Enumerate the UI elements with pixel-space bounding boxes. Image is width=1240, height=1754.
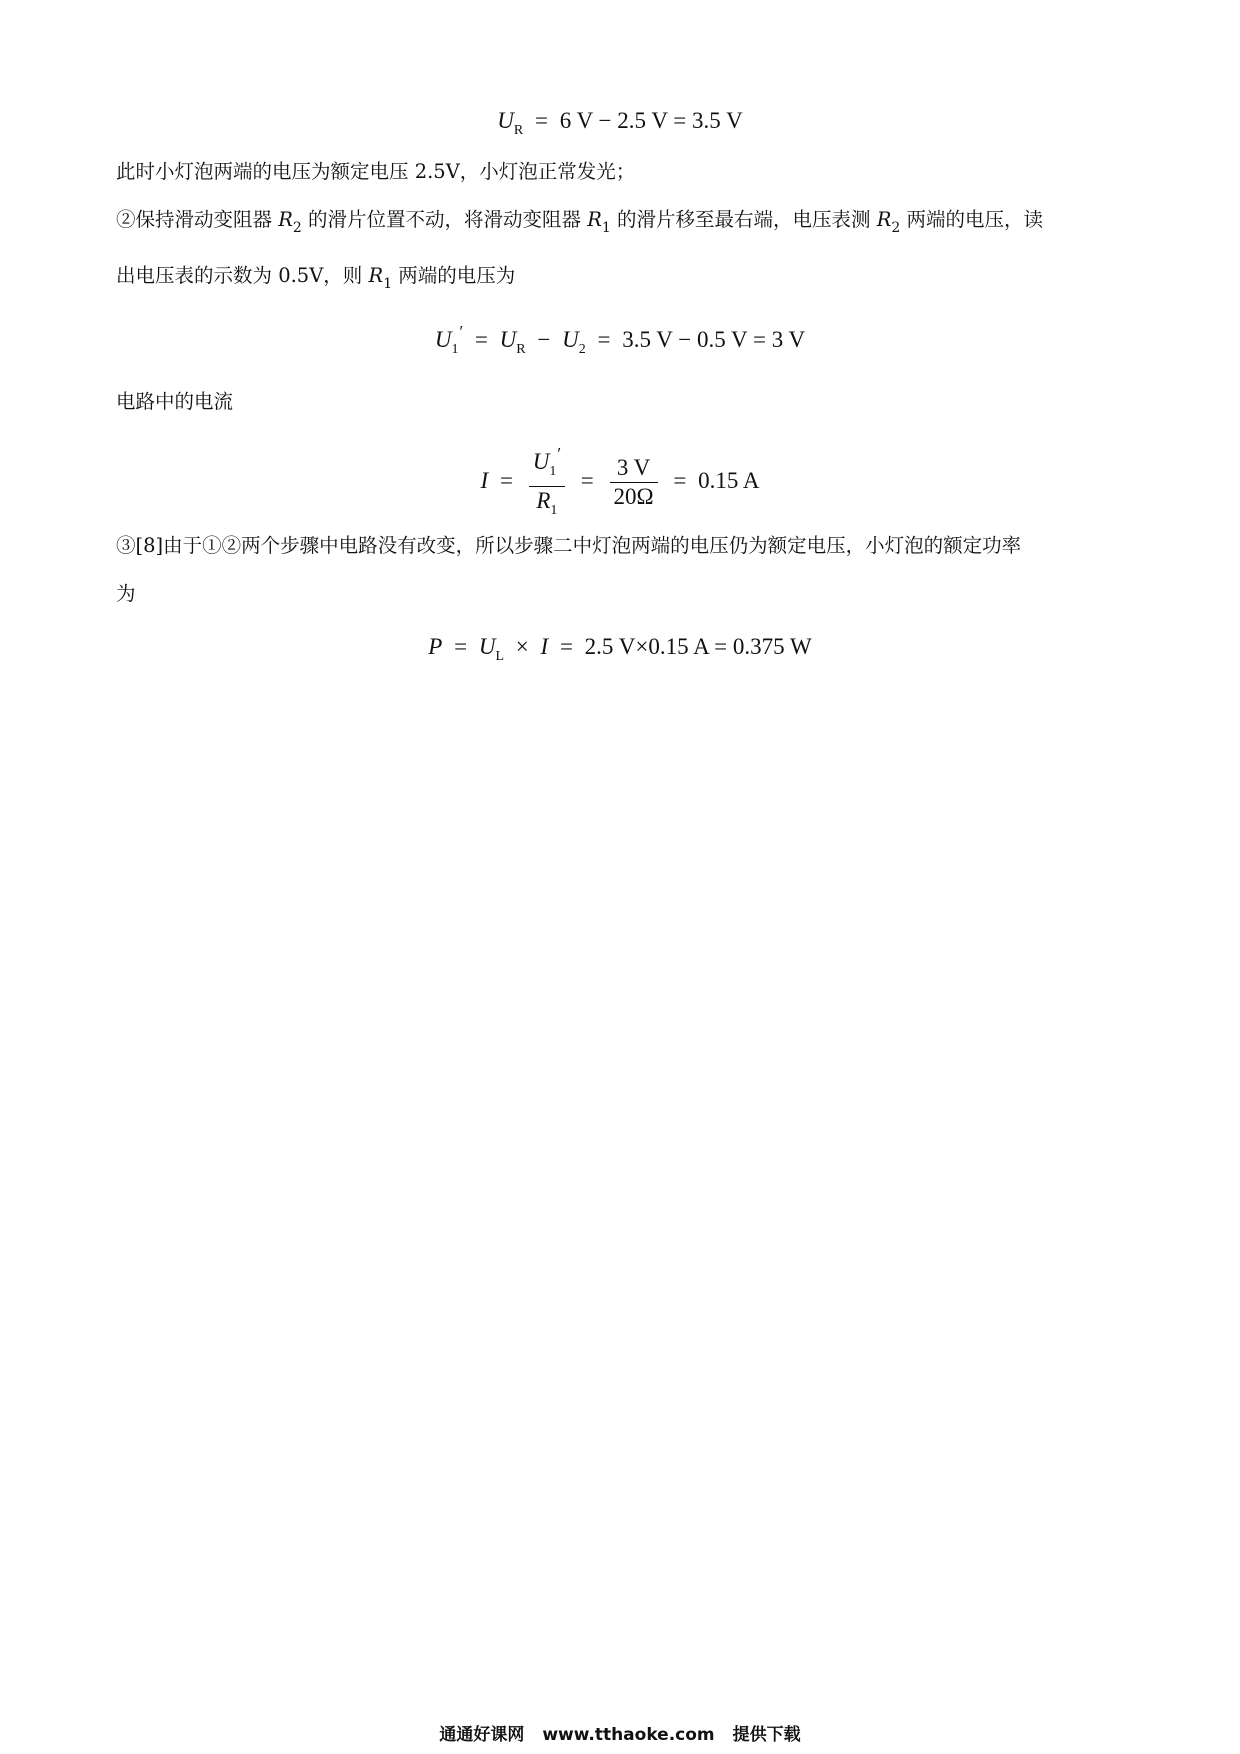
footer-url[interactable]: www.tthaoke.com [542, 1725, 715, 1745]
symbol-r2: R [278, 208, 293, 231]
fraction-u1-over-r1: $\frac{U_1'}{R_1}$ [529, 440, 565, 525]
symbol-r2: R [876, 208, 892, 231]
symbol-u: U [497, 108, 514, 133]
equation-current: I = $\frac{U_1'}{R_1}$ = $\frac{3 V}{20\Omega}$ = 0.15 A [0, 440, 1240, 525]
paragraph-rated-power: ③[8]由于①②两个步骤中电路没有改变，所以步骤二中灯泡两端的电压仍为额定电压，小灯泡的额定功率 为 [116, 534, 1022, 605]
equation-ur-rhs: 6 V − 2.5 V = 3.5 V [559, 108, 743, 133]
footer-site-name: 通通好课网 [439, 1725, 525, 1745]
paragraph-step-two: ②保持滑动变阻器 $R_2$ 的滑片位置不动，将滑动变阻器 $R_1$ 的滑片移至最右端，电压表测 $R_2$ 两端的电压，读 出电压表的示数为 0.5V，则 $R_1$ 两端的电压为 [116, 208, 1044, 292]
page-footer [0, 1720, 1240, 1745]
symbol-r1: R [587, 208, 602, 231]
equation-current-rhs: 0.15 A [698, 467, 760, 493]
equation-power: $P = U_L \times I = 2.5$ V×0.15 A = 0.375 W [428, 634, 812, 664]
equation-u1: $U_1' = U_R - U_2 = 3.5$ V − 0.5 V = 3 V [434, 322, 806, 357]
paragraph-current: 电路中的电流 [116, 390, 234, 413]
equation-ur: $U_R = 6$ V − 2.5 V = 3.5 V [497, 108, 743, 138]
footer-download-text: 提供下载 [732, 1725, 801, 1745]
equation-u1-rhs: 3.5 V − 0.5 V = 3 V [622, 327, 806, 352]
paragraph-lamp-normal: 此时小灯泡两端的电压为额定电压 2.5V，小灯泡正常发光； [116, 160, 636, 183]
equation-power-rhs: 2.5 V×0.15 A = 0.375 W [584, 634, 812, 659]
symbol-r1: R [368, 264, 384, 287]
fraction-3v-over-20ohm: $\frac{3 V}{20\Omega}$ [610, 454, 658, 511]
subscript-r: R [513, 123, 524, 138]
